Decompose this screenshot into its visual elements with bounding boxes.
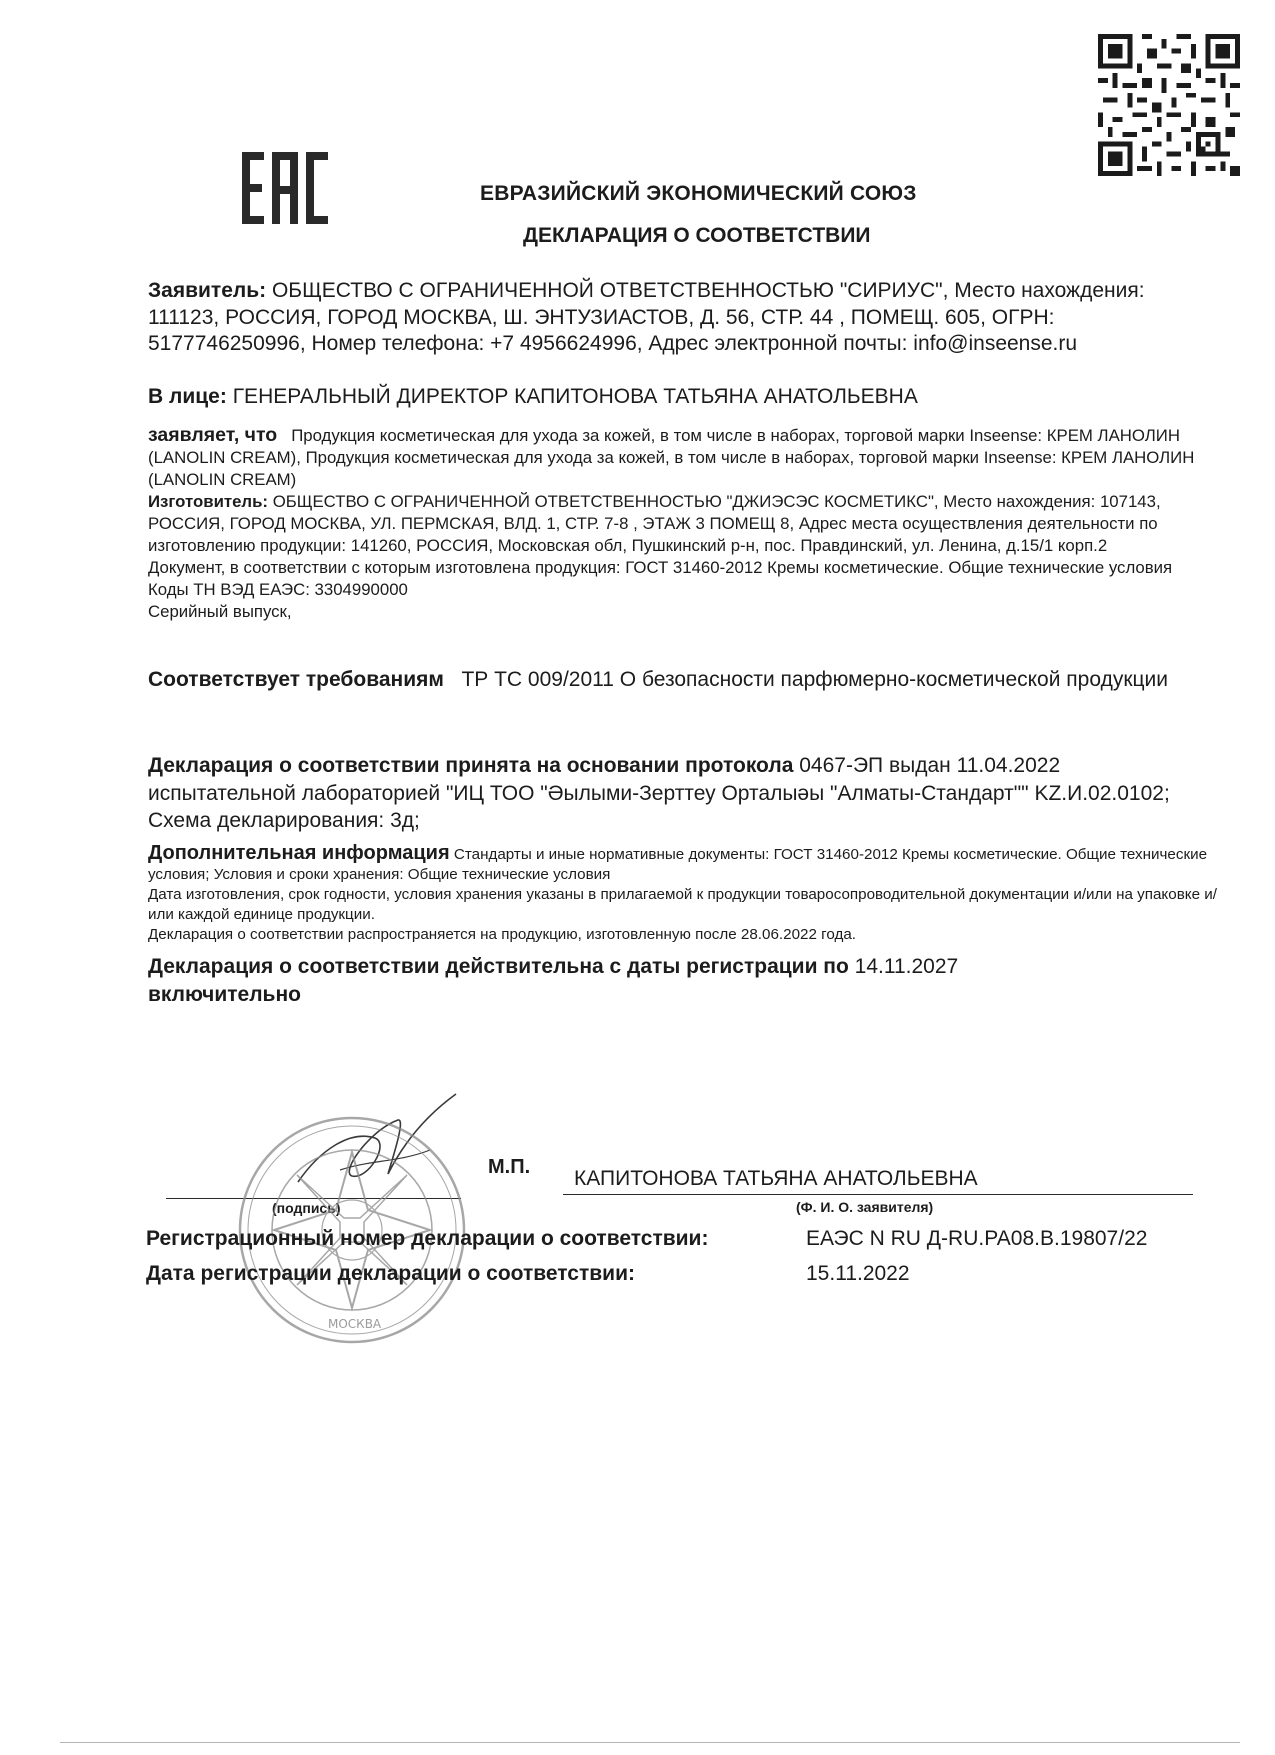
document-title: ДЕКЛАРАЦИЯ О СООТВЕТСТВИИ xyxy=(523,224,871,247)
additional-line-1: Стандарты и иные нормативные документы: ГОСТ 31460-2012 Кремы косметические. Общие технические условия; Условия и сроки хранения: Общие технические условия xyxy=(148,846,1208,883)
additional-label: Дополнительная информация xyxy=(148,842,450,864)
validity-date: 14.11.2027 xyxy=(854,955,959,978)
union-title: ЕВРАЗИЙСКИЙ ЭКОНОМИЧЕСКИЙ СОЮЗ xyxy=(480,182,917,205)
serial-release: Серийный выпуск, xyxy=(148,602,292,621)
conformity-section xyxy=(148,666,1198,693)
product-details xyxy=(148,424,1223,623)
signature-line xyxy=(166,1198,461,1199)
document-basis: Документ, в соответствии с которым изготовлена продукция: ГОСТ 31460-2012 Кремы косметические. Общие технические условия xyxy=(148,558,1173,577)
applicant-name: КАПИТОНОВА ТАТЬЯНА АНАТОЛЬЕВНА xyxy=(574,1167,978,1190)
additional-line-2: Дата изготовления, срок годности, условия хранения указаны в прилагаемой к продукции товаросопроводительной документации и/или на упаковке и/или каждой единице продукции. xyxy=(148,886,1217,923)
seal-city-text: МОСКВА xyxy=(328,1317,382,1331)
stamp-place-label: М.П. xyxy=(488,1156,531,1178)
name-caption: (Ф. И. О. заявителя) xyxy=(796,1199,934,1215)
name-line xyxy=(563,1194,1193,1195)
validity-suffix: включительно xyxy=(148,983,301,1006)
representative-text: ГЕНЕРАЛЬНЫЙ ДИРЕКТОР КАПИТОНОВА ТАТЬЯНА АНАТОЛЬЕВНА xyxy=(232,385,918,408)
registration-date-label: Дата регистрации декларации о соответствии: xyxy=(146,1262,635,1285)
additional-line-3: Декларация о соответствии распространяется на продукцию, изготовленную после 28.06.2022 года. xyxy=(148,926,856,943)
representative-label: В лице: xyxy=(148,385,227,408)
signature-caption: (подпись) xyxy=(272,1200,341,1216)
conformity-label: Соответствует требованиям xyxy=(148,668,444,691)
declares-text: Продукция косметическая для ухода за кожей, в том числе в наборах, торговой марки Inseense: КРЕМ ЛАНОЛИН (LANOLIN CREAM), Продукция косметическая для ухода за кожей, в том числе в наборах, торговой марки Inseense: КРЕМ ЛАНОЛИН (LANOLIN CREAM) xyxy=(148,426,1195,489)
validity-label: Декларация о соответствии действительна с даты регистрации по xyxy=(148,955,849,978)
protocol-section xyxy=(148,752,1198,835)
protocol-label: Декларация о соответствии принята на основании протокола xyxy=(148,754,794,777)
additional-info xyxy=(148,843,1223,945)
eac-logo xyxy=(240,150,330,226)
registration-number: ЕАЭС N RU Д-RU.РА08.В.19807/22 xyxy=(806,1227,1148,1250)
page-bottom-line xyxy=(60,1742,1240,1743)
declares-label: заявляет, что xyxy=(148,424,278,446)
applicant-text: ОБЩЕСТВО С ОГРАНИЧЕННОЙ ОТВЕТСТВЕННОСТЬЮ "СИРИУС", Место нахождения: 111123, РОССИЯ, ГОРОД МОСКВА, Ш. ЭНТУЗИАСТОВ, Д. 56, СТР. 44 , ПОМЕЩ. 605, ОГРН: 5177746250996, Номер телефона: +7 4956624996, Адрес электронной почты: info@inseense.ru xyxy=(148,279,1145,355)
applicant-section xyxy=(148,278,1188,358)
manufacturer-text: ОБЩЕСТВО С ОГРАНИЧЕННОЙ ОТВЕТСТВЕННОСТЬЮ "ДЖИЭСЭС КОСМЕТИКС", Место нахождения: 107143, РОССИЯ, ГОРОД МОСКВА, УЛ. ПЕРМСКАЯ, ВЛД. 1, СТР. 7-8 , ЭТАЖ 3 ПОМЕЩ 8, Адрес места осуществления деятельности по изготовлению продукции: 141260, РОССИЯ, Московская обл, Пушкинский р-н, пос. Правдинский, ул. Ленина, д.15/1 корп.2 xyxy=(148,492,1161,555)
protocol-text: 0467-ЭП выдан 11.04.2022 испытательной лабораторией "ИЦ ТОО "Әылыми-Зерттеу Орталыәы "Алматы-Стандарт"" KZ.И.02.0102; Схема декларирования: 3д; xyxy=(148,754,1170,832)
representative-section xyxy=(148,384,1198,410)
conformity-text: ТР ТС 009/2011 О безопасности парфюмерно-косметической продукции xyxy=(461,668,1169,691)
registration-date: 15.11.2022 xyxy=(806,1262,910,1285)
qr-code-icon xyxy=(1098,34,1240,176)
manufacturer-label: Изготовитель: xyxy=(148,492,269,511)
handwritten-signature xyxy=(280,1090,470,1210)
registration-number-label: Регистрационный номер декларации о соответствии: xyxy=(146,1227,709,1250)
applicant-label: Заявитель: xyxy=(148,279,267,302)
tn-ved-codes: Коды ТН ВЭД ЕАЭС: 3304990000 xyxy=(148,580,408,599)
validity-section xyxy=(148,953,1148,1009)
